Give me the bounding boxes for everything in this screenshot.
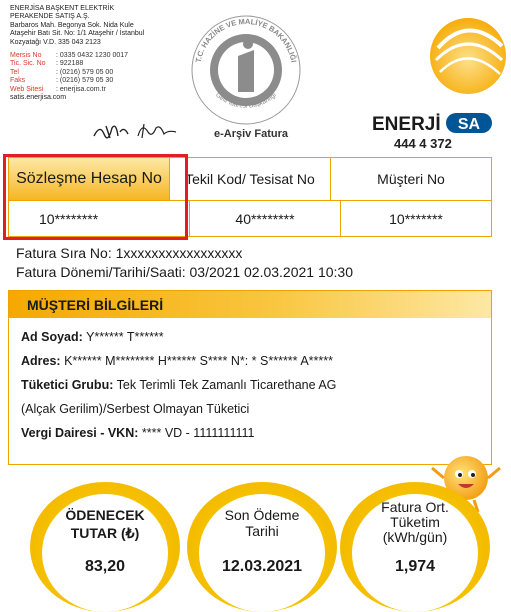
value-musteri-no: 10*******: [340, 201, 491, 236]
amount-value: 83,20: [84, 558, 126, 575]
tel-value: : (0216) 579 05 00: [56, 68, 114, 76]
customer-info-panel: [8, 290, 492, 465]
mersis-label: Mersis No: [10, 52, 42, 60]
value-tekil-kod: 40********: [189, 201, 340, 236]
signatures-image: [92, 118, 182, 142]
company-name-line1: ENERJİSA BAŞKENT ELEKTRİK: [10, 5, 115, 12]
amount-title-line2: TUTAR (₺): [70, 525, 140, 541]
ticsic-row: [10, 60, 180, 68]
company-address-line1: Barbaros Mah. Begonya Sok. Nida Kule: [10, 21, 134, 29]
ad-soyad-label: Ad Soyad:: [21, 330, 83, 344]
header-sozlesme-hesap-no: Sözleşme Hesap No: [9, 158, 169, 200]
company-info: [10, 5, 180, 102]
due-value: 12.03.2021: [221, 558, 303, 575]
due-title-line1: Son Ödeme: [224, 507, 300, 523]
svg-text:SA: SA: [457, 116, 481, 133]
svg-text:Gelir İdaresi Başkanlığı: Gelir İdaresi Başkanlığı: [214, 91, 278, 110]
faks-label: Faks: [10, 77, 26, 85]
company-email: satis.enerjisa.com: [10, 94, 67, 102]
earsiv-label: e-Arşiv Fatura: [214, 128, 288, 140]
vergi-label: Vergi Dairesi - VKN:: [21, 426, 139, 440]
fatura-donem: Fatura Dönemi/Tarihi/Saati: 03/2021 02.03.2021 10:30: [16, 264, 354, 280]
cons-value: 1,974: [394, 558, 436, 575]
adres-label: Adres:: [21, 354, 61, 368]
ticsic-label: Tic. Sic. No: [10, 60, 46, 68]
web-row: [10, 86, 180, 94]
tuketici-grubu-row: [21, 373, 481, 397]
cons-title-line3: (kWh/gün): [382, 529, 448, 545]
enerjisa-logo: [372, 112, 494, 134]
tuketici-grubu-value-2: (Alçak Gerilim)/Serbest Olmayan Tüketici: [21, 402, 250, 416]
company-address-line3: Kozyatağı V.D. 335 043 2123: [10, 38, 101, 46]
tel-label: Tel: [10, 68, 19, 76]
company-name-line2: PERAKENDE SATIŞ A.Ş.: [10, 13, 90, 21]
fatura-sira-no: Fatura Sıra No: 1xxxxxxxxxxxxxxxxx: [16, 245, 243, 261]
amount-title-line1: ÖDENECEK: [65, 507, 145, 523]
tuketici-grubu-row-2: [21, 397, 481, 421]
vergi-value: **** VD - 1111111111: [141, 426, 255, 440]
header-musteri-no: Müşteri No: [330, 158, 491, 200]
adres-value: K****** M******** H****** S**** N*: * S****** A*****: [64, 354, 333, 368]
svg-text:ENERJİ: ENERJİ: [372, 114, 441, 134]
ad-soyad-value: Y****** T******: [86, 330, 164, 344]
company-address-line2: Ataşehir Batı Sit. No: 1/1 Ataşehir / İstanbul: [10, 30, 145, 38]
cons-title-line1: Fatura Ort.: [381, 499, 449, 515]
adres-row: [21, 349, 481, 373]
customer-info-body: [21, 325, 481, 445]
faks-value: : (0216) 579 05 30: [56, 77, 114, 85]
ad-soyad-row: [21, 325, 481, 349]
web-label: Web Sitesi: [10, 85, 44, 93]
amount-due-bubble: [30, 482, 180, 612]
mersis-row: [10, 52, 180, 60]
header-tekil-kod: Tekil Kod/ Tesisat No: [169, 158, 330, 200]
ticsic-value: : 922188: [56, 60, 84, 68]
tuketici-grubu-label: Tüketici Grubu:: [21, 378, 114, 392]
brand-phone: 444 4 372: [394, 136, 452, 151]
faks-row: [10, 77, 180, 85]
vergi-row: [21, 421, 481, 445]
mersis-value: : 0335 0432 1230 0017: [56, 52, 129, 60]
tuketici-grubu-value: Tek Terimli Tek Zamanlı Ticarethane AG: [116, 378, 337, 392]
due-date-bubble: [187, 482, 337, 612]
tel-row: [10, 69, 180, 77]
web-value: : enerjisa.com.tr: [56, 85, 106, 93]
highlight-frame: [3, 154, 188, 240]
cons-title-line2: Tüketim: [390, 514, 440, 530]
sun-swirl-decoration: [420, 8, 510, 100]
customer-info-title: MÜŞTERİ BİLGİLERİ: [27, 297, 164, 313]
consumption-bubble: [340, 482, 490, 612]
svg-text:T.C. HAZİNE VE MALİYE BAKANLIĞ: T.C. HAZİNE VE MALİYE BAKANLIĞI: [193, 16, 299, 64]
gib-seal-logo: [186, 8, 306, 126]
due-title-line2: Tarihi: [245, 523, 279, 539]
value-sozlesme-hesap-no: 10********: [39, 210, 99, 227]
